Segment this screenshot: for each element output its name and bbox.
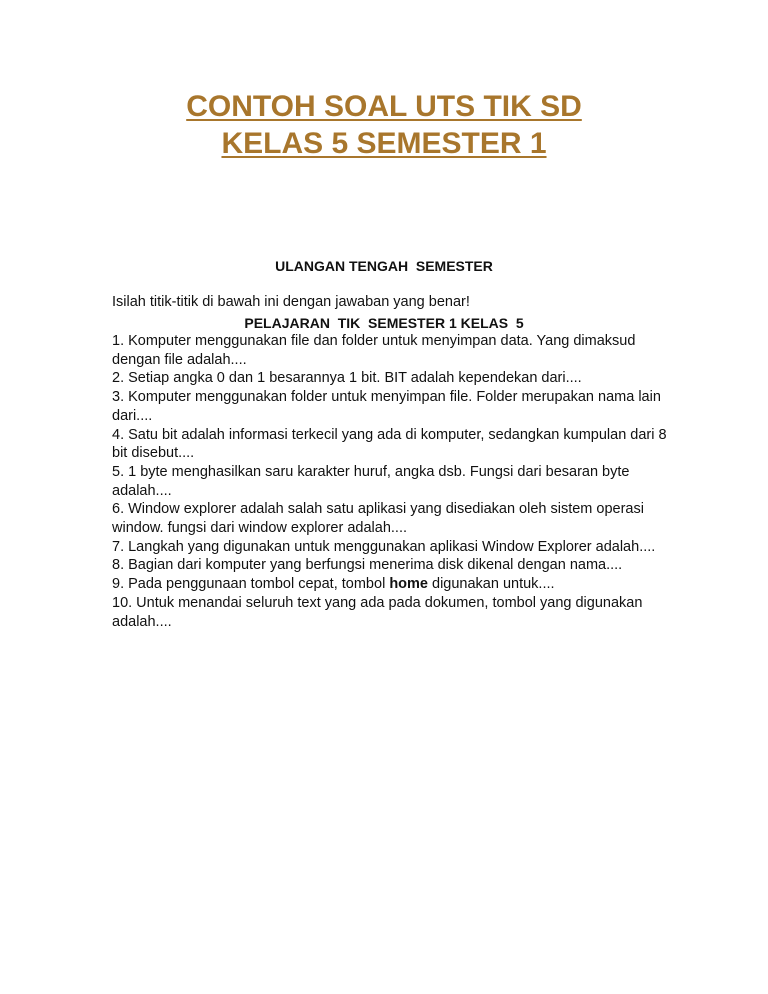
- page-title: [0, 88, 768, 162]
- question-item: 10. Untuk menandai seluruh text yang ada pada dokumen, tombol yang digunakan adalah....: [112, 594, 643, 630]
- question-item: 3. Komputer menggunakan folder untuk menyimpan file. Folder merupakan nama lain dari....: [112, 389, 661, 424]
- question-item: 2. Setiap angka 0 dan 1 besarannya 1 bit. BIT adalah kependekan dari....: [112, 370, 582, 387]
- subtitle-line-1: ULANGAN TENGAH SEMESTER: [275, 258, 493, 274]
- keyword-home: home: [389, 576, 428, 593]
- question-item: 5. 1 byte menghasilkan saru karakter huruf, angka dsb. Fungsi dari besaran byte adalah....: [112, 463, 630, 499]
- question-item: [112, 575, 672, 594]
- instruction-text: Isilah titik-titik di bawah ini dengan jawaban yang benar!: [112, 294, 470, 310]
- subtitle-line-2: PELAJARAN TIK SEMESTER 1 KELAS 5: [244, 315, 524, 331]
- question-item: 8. Bagian dari komputer yang berfungsi menerima disk dikenal dengan nama....: [112, 557, 623, 574]
- question-item: 1. Komputer menggunakan file dan folder untuk menyimpan data. Yang dimaksud dengan file adalah....: [112, 333, 636, 368]
- question-text: 9. Pada penggunaan tombol cepat, tombol: [112, 576, 390, 593]
- question-list: [112, 332, 672, 631]
- title-line-1: CONTOH SOAL UTS TIK SD: [186, 90, 582, 123]
- question-item: 7. Langkah yang digunakan untuk menggunakan aplikasi Window Explorer adalah....: [112, 538, 656, 555]
- question-item: 4. Satu bit adalah informasi terkecil yang ada di komputer, sedangkan kumpulan dari 8 bit disebut....: [112, 426, 667, 462]
- question-text: digunakan untuk....: [427, 576, 555, 593]
- title-line-2: KELAS 5 SEMESTER 1: [221, 127, 547, 160]
- question-item: 6. Window explorer adalah salah satu aplikasi yang disediakan oleh sistem operasi window. fungsi dari window explorer adalah....: [112, 501, 644, 537]
